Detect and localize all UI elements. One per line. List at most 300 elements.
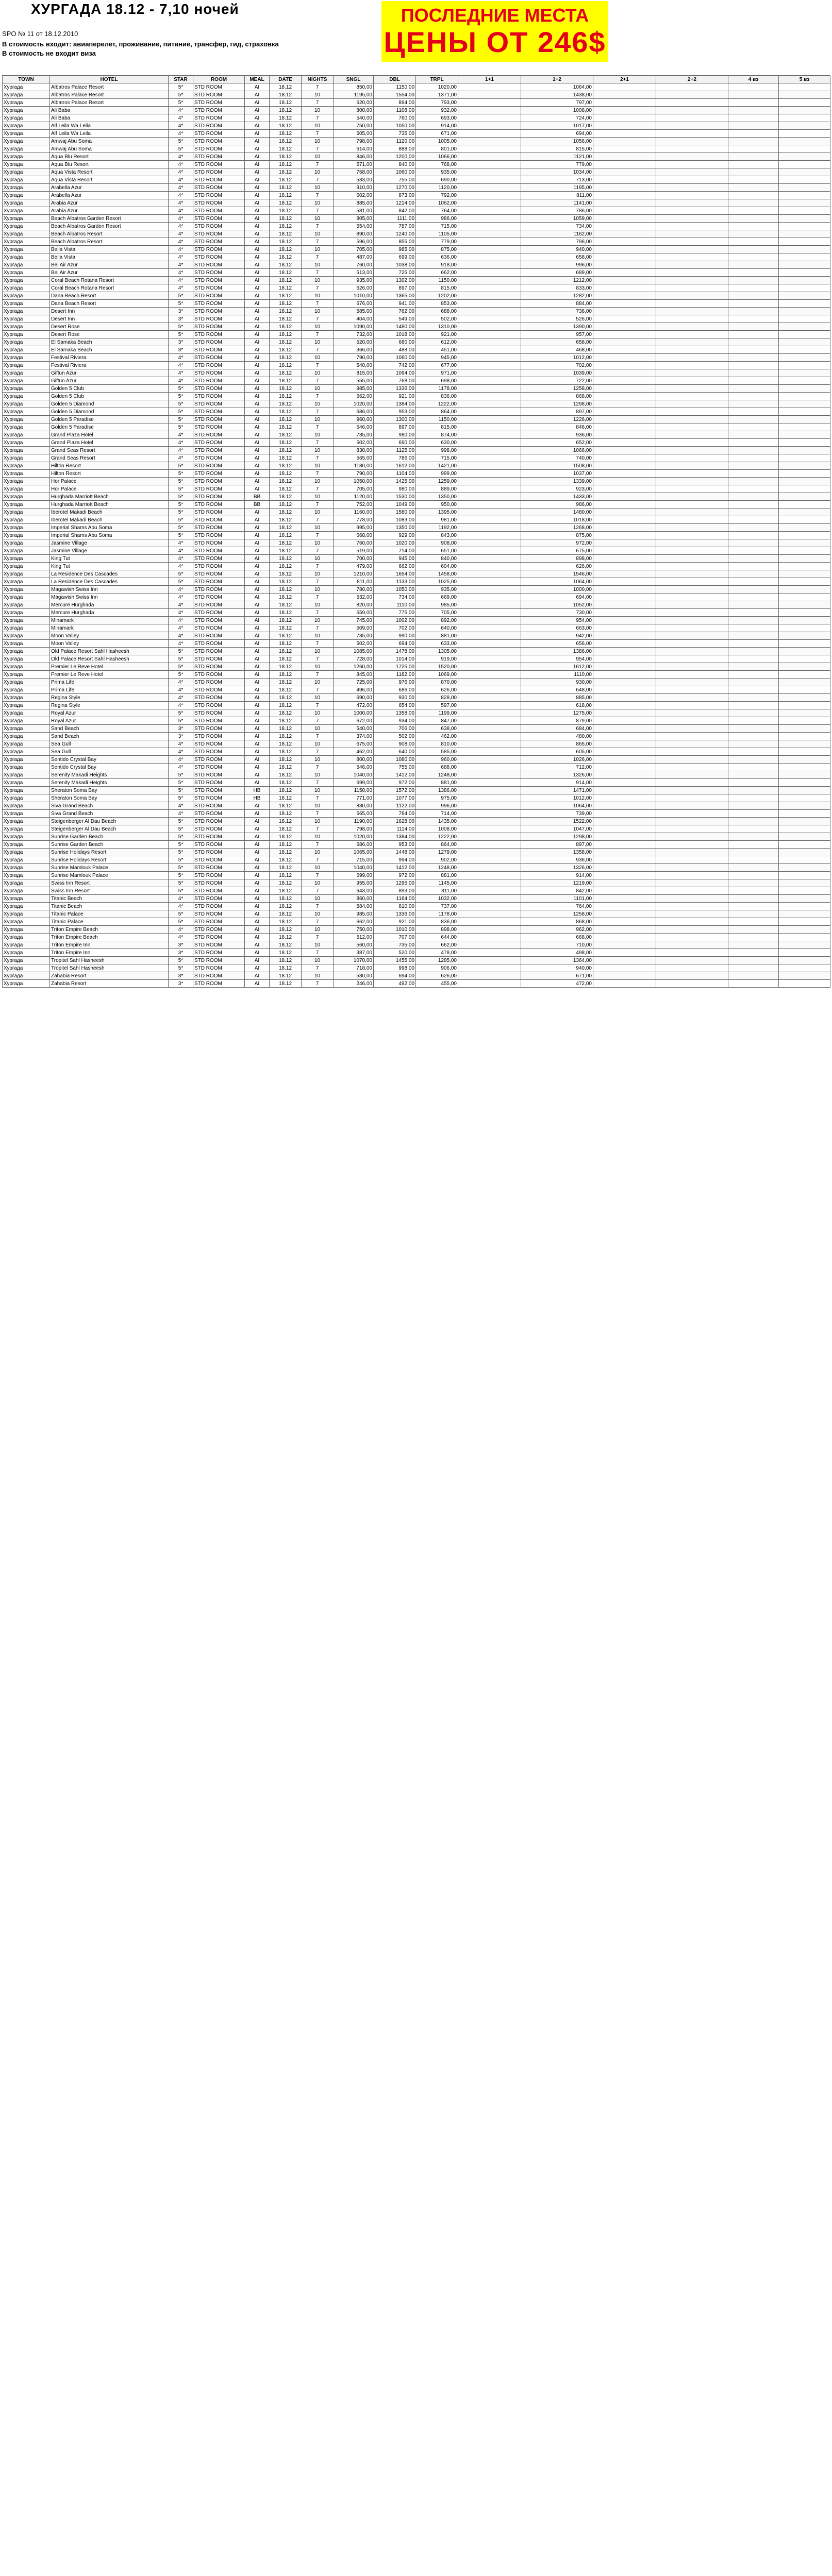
table-cell: 957,00 bbox=[521, 331, 593, 338]
table-cell: 671,00 bbox=[416, 130, 458, 138]
table-cell: AI bbox=[245, 547, 270, 555]
table-cell: 1162,00 bbox=[521, 230, 593, 238]
table-cell: 1339,00 bbox=[521, 478, 593, 485]
table-cell bbox=[779, 702, 830, 709]
table-cell: 725,00 bbox=[374, 269, 416, 277]
table-row bbox=[3, 385, 830, 393]
table-cell: STD ROOM bbox=[193, 934, 245, 941]
table-cell: 5* bbox=[169, 864, 193, 872]
table-cell bbox=[728, 423, 779, 431]
table-cell: 644,00 bbox=[416, 934, 458, 941]
table-cell: 1522,00 bbox=[521, 818, 593, 825]
table-cell bbox=[458, 964, 521, 972]
table-cell: 830,00 bbox=[334, 802, 374, 810]
table-cell bbox=[593, 153, 656, 161]
table-cell: AI bbox=[245, 246, 270, 253]
table-cell: 960,00 bbox=[334, 416, 374, 423]
table-cell: AI bbox=[245, 83, 270, 91]
table-cell: 4* bbox=[169, 686, 193, 694]
table-cell: AI bbox=[245, 594, 270, 601]
table-cell bbox=[656, 879, 728, 887]
table-cell: 1064,00 bbox=[521, 83, 593, 91]
table-row bbox=[3, 346, 830, 354]
table-cell: 10 bbox=[302, 168, 334, 176]
table-cell: 1520,00 bbox=[416, 663, 458, 671]
table-cell: 10 bbox=[302, 184, 334, 192]
table-cell: AI bbox=[245, 509, 270, 516]
table-cell: 7 bbox=[302, 872, 334, 879]
table-cell bbox=[593, 764, 656, 771]
table-cell: 10 bbox=[302, 277, 334, 284]
table-cell bbox=[656, 114, 728, 122]
table-cell: STD ROOM bbox=[193, 717, 245, 725]
table-cell: 612,00 bbox=[416, 338, 458, 346]
table-cell bbox=[458, 393, 521, 400]
table-row bbox=[3, 509, 830, 516]
table-cell: 18.12 bbox=[270, 702, 302, 709]
table-cell: AI bbox=[245, 748, 270, 756]
table-cell bbox=[779, 964, 830, 972]
table-cell: STD ROOM bbox=[193, 949, 245, 957]
table-cell bbox=[779, 261, 830, 269]
table-cell: STD ROOM bbox=[193, 207, 245, 215]
table-cell: AI bbox=[245, 315, 270, 323]
table-cell: Хургада bbox=[3, 849, 50, 856]
table-cell: 7 bbox=[302, 887, 334, 895]
table-cell bbox=[458, 161, 521, 168]
table-cell: STD ROOM bbox=[193, 439, 245, 447]
table-cell: 897,00 bbox=[374, 423, 416, 431]
table-cell: 10 bbox=[302, 199, 334, 207]
table-cell: 5* bbox=[169, 818, 193, 825]
table-cell bbox=[728, 764, 779, 771]
table-cell bbox=[728, 246, 779, 253]
table-cell bbox=[779, 671, 830, 679]
table-cell: 5* bbox=[169, 509, 193, 516]
table-cell: AI bbox=[245, 153, 270, 161]
table-cell: 1298,00 bbox=[521, 400, 593, 408]
table-cell: 778,00 bbox=[334, 516, 374, 524]
table-cell bbox=[458, 694, 521, 702]
table-cell: Beach Albatros Resort bbox=[50, 230, 169, 238]
table-cell: 868,00 bbox=[521, 918, 593, 926]
table-cell: 4* bbox=[169, 702, 193, 709]
table-cell: 800,00 bbox=[334, 107, 374, 114]
table-cell bbox=[779, 362, 830, 369]
table-cell bbox=[779, 570, 830, 578]
column-header: NIGHTS bbox=[302, 76, 334, 83]
table-cell: Magawish Swiss Inn bbox=[50, 586, 169, 594]
table-cell: STD ROOM bbox=[193, 470, 245, 478]
table-row bbox=[3, 740, 830, 748]
table-cell: AI bbox=[245, 717, 270, 725]
table-cell bbox=[656, 648, 728, 655]
table-cell: 1090,00 bbox=[334, 323, 374, 331]
table-cell bbox=[458, 864, 521, 872]
table-cell bbox=[593, 138, 656, 145]
table-cell: Хургада bbox=[3, 887, 50, 895]
table-cell bbox=[779, 725, 830, 733]
table-cell: 690,00 bbox=[416, 176, 458, 184]
table-cell: AI bbox=[245, 849, 270, 856]
table-cell bbox=[656, 717, 728, 725]
table-cell: 1222,00 bbox=[416, 400, 458, 408]
table-cell: 668,00 bbox=[521, 934, 593, 941]
table-cell: 18.12 bbox=[270, 83, 302, 91]
table-cell bbox=[656, 300, 728, 308]
table-cell: 676,00 bbox=[334, 300, 374, 308]
table-cell: 10 bbox=[302, 725, 334, 733]
table-cell bbox=[593, 485, 656, 493]
table-cell: Хургада bbox=[3, 949, 50, 957]
table-cell: 18.12 bbox=[270, 462, 302, 470]
table-cell: 479,00 bbox=[334, 563, 374, 570]
table-cell: AI bbox=[245, 771, 270, 779]
table-cell: 914,00 bbox=[416, 122, 458, 130]
table-cell: 1020,00 bbox=[416, 83, 458, 91]
table-cell: 18.12 bbox=[270, 895, 302, 903]
table-cell bbox=[656, 478, 728, 485]
table-cell bbox=[728, 918, 779, 926]
table-cell: 1110,00 bbox=[521, 671, 593, 679]
table-cell bbox=[458, 369, 521, 377]
table-cell: 1190,00 bbox=[334, 818, 374, 825]
table-cell: STD ROOM bbox=[193, 331, 245, 338]
table-cell bbox=[458, 825, 521, 833]
table-cell: AI bbox=[245, 941, 270, 949]
table-cell: Хургада bbox=[3, 253, 50, 261]
table-cell: 810,00 bbox=[416, 740, 458, 748]
table-cell bbox=[779, 594, 830, 601]
table-cell: 1282,00 bbox=[521, 292, 593, 300]
table-cell: 4* bbox=[169, 354, 193, 362]
table-cell: 10 bbox=[302, 385, 334, 393]
table-cell bbox=[779, 470, 830, 478]
table-cell: 549,00 bbox=[374, 315, 416, 323]
table-cell bbox=[656, 771, 728, 779]
table-cell: 7 bbox=[302, 192, 334, 199]
table-cell: Хургада bbox=[3, 485, 50, 493]
table-cell: Хургада bbox=[3, 524, 50, 532]
table-cell bbox=[593, 400, 656, 408]
table-cell: 3* bbox=[169, 972, 193, 980]
table-cell: Golden 5 Club bbox=[50, 385, 169, 393]
table-row bbox=[3, 338, 830, 346]
table-cell: 705,00 bbox=[416, 609, 458, 617]
table-cell: STD ROOM bbox=[193, 895, 245, 903]
table-cell: 4* bbox=[169, 617, 193, 624]
table-cell: 5* bbox=[169, 323, 193, 331]
table-cell: 502,00 bbox=[374, 733, 416, 740]
table-cell: 5* bbox=[169, 918, 193, 926]
table-cell bbox=[779, 354, 830, 362]
table-cell bbox=[728, 83, 779, 91]
table-cell bbox=[656, 640, 728, 648]
table-cell: 815,00 bbox=[521, 145, 593, 153]
table-cell: 705,00 bbox=[334, 246, 374, 253]
table-cell: 18.12 bbox=[270, 408, 302, 416]
table-cell bbox=[779, 83, 830, 91]
table-cell: Giftun Azur bbox=[50, 369, 169, 377]
table-cell: STD ROOM bbox=[193, 377, 245, 385]
table-cell bbox=[458, 362, 521, 369]
table-cell bbox=[728, 794, 779, 802]
table-cell bbox=[779, 315, 830, 323]
table-cell: 1425,00 bbox=[374, 478, 416, 485]
table-cell bbox=[779, 308, 830, 315]
table-cell: 873,00 bbox=[374, 192, 416, 199]
table-cell bbox=[458, 733, 521, 740]
table-cell bbox=[728, 980, 779, 988]
table-cell: 4* bbox=[169, 277, 193, 284]
table-cell bbox=[593, 145, 656, 153]
table-cell bbox=[728, 655, 779, 663]
table-cell bbox=[656, 957, 728, 964]
table-cell bbox=[728, 408, 779, 416]
table-cell: STD ROOM bbox=[193, 478, 245, 485]
table-cell: STD ROOM bbox=[193, 223, 245, 230]
table-row bbox=[3, 447, 830, 454]
table-cell: Хургада bbox=[3, 91, 50, 99]
table-cell: Хургада bbox=[3, 756, 50, 764]
table-cell: Хургада bbox=[3, 509, 50, 516]
table-cell: STD ROOM bbox=[193, 864, 245, 872]
table-cell: 897,00 bbox=[521, 408, 593, 416]
table-cell bbox=[779, 199, 830, 207]
table-cell: Хургада bbox=[3, 686, 50, 694]
column-header: MEAL bbox=[245, 76, 270, 83]
table-cell bbox=[779, 462, 830, 470]
table-cell: STD ROOM bbox=[193, 277, 245, 284]
table-cell: Хургада bbox=[3, 957, 50, 964]
table-cell bbox=[593, 493, 656, 501]
table-cell bbox=[656, 199, 728, 207]
table-cell: 10 bbox=[302, 787, 334, 794]
table-cell: 7 bbox=[302, 470, 334, 478]
table-cell bbox=[656, 910, 728, 918]
table-cell bbox=[779, 849, 830, 856]
table-cell bbox=[656, 578, 728, 586]
table-cell: 842,00 bbox=[521, 887, 593, 895]
table-cell bbox=[779, 609, 830, 617]
table-row bbox=[3, 617, 830, 624]
table-cell bbox=[458, 377, 521, 385]
table-cell: 7 bbox=[302, 99, 334, 107]
table-cell bbox=[593, 315, 656, 323]
table-row bbox=[3, 207, 830, 215]
table-cell: 18.12 bbox=[270, 269, 302, 277]
table-cell: Хургада bbox=[3, 941, 50, 949]
table-cell: STD ROOM bbox=[193, 787, 245, 794]
table-cell bbox=[728, 462, 779, 470]
table-cell: AI bbox=[245, 145, 270, 153]
table-row bbox=[3, 539, 830, 547]
table-cell: Alf Leila Wa Leila bbox=[50, 130, 169, 138]
table-cell: 914,00 bbox=[521, 779, 593, 787]
table-cell bbox=[593, 872, 656, 879]
table-cell bbox=[728, 802, 779, 810]
table-cell: 1270,00 bbox=[374, 184, 416, 192]
table-cell: 853,00 bbox=[416, 300, 458, 308]
table-cell: Sunrise Holidays Resort bbox=[50, 849, 169, 856]
table-cell bbox=[593, 733, 656, 740]
table-cell: 1083,00 bbox=[374, 516, 416, 524]
table-cell: STD ROOM bbox=[193, 393, 245, 400]
table-cell: 1433,00 bbox=[521, 493, 593, 501]
table-cell: 18.12 bbox=[270, 709, 302, 717]
table-cell bbox=[656, 671, 728, 679]
table-row bbox=[3, 408, 830, 416]
table-cell: 596,00 bbox=[334, 238, 374, 246]
table-cell: 18.12 bbox=[270, 114, 302, 122]
table-cell: 1000,00 bbox=[521, 586, 593, 594]
table-cell bbox=[656, 856, 728, 864]
table-cell: 4* bbox=[169, 586, 193, 594]
table-cell: 5* bbox=[169, 856, 193, 864]
table-cell: STD ROOM bbox=[193, 431, 245, 439]
table-cell: 4* bbox=[169, 934, 193, 941]
table-cell bbox=[593, 385, 656, 393]
table-cell: Desert Inn bbox=[50, 315, 169, 323]
table-cell: 686,00 bbox=[334, 841, 374, 849]
table-row bbox=[3, 369, 830, 377]
table-cell bbox=[779, 756, 830, 764]
table-cell: 18.12 bbox=[270, 331, 302, 338]
table-cell: 779,00 bbox=[416, 238, 458, 246]
table-row bbox=[3, 594, 830, 601]
table-cell: AI bbox=[245, 416, 270, 423]
table-cell bbox=[458, 292, 521, 300]
table-cell: STD ROOM bbox=[193, 702, 245, 709]
table-cell bbox=[728, 879, 779, 887]
table-cell: 864,00 bbox=[416, 408, 458, 416]
table-cell: 5* bbox=[169, 462, 193, 470]
table-cell bbox=[656, 570, 728, 578]
table-cell: AI bbox=[245, 918, 270, 926]
table-cell: 7 bbox=[302, 516, 334, 524]
table-cell: STD ROOM bbox=[193, 493, 245, 501]
table-cell: STD ROOM bbox=[193, 176, 245, 184]
table-cell: 581,00 bbox=[334, 207, 374, 215]
table-cell: 960,00 bbox=[416, 756, 458, 764]
table-cell: 10 bbox=[302, 539, 334, 547]
table-cell: 18.12 bbox=[270, 238, 302, 246]
table-cell: 1554,00 bbox=[374, 91, 416, 99]
table-cell: 1384,00 bbox=[374, 833, 416, 841]
table-cell: 555,00 bbox=[334, 377, 374, 385]
table-cell bbox=[779, 663, 830, 671]
table-cell bbox=[779, 207, 830, 215]
table-cell bbox=[593, 617, 656, 624]
table-cell: 3* bbox=[169, 941, 193, 949]
table-cell: Хургада bbox=[3, 879, 50, 887]
table-cell: STD ROOM bbox=[193, 114, 245, 122]
table-cell: 4* bbox=[169, 632, 193, 640]
table-cell bbox=[779, 145, 830, 153]
table-cell: STD ROOM bbox=[193, 926, 245, 934]
price-table bbox=[2, 75, 830, 988]
table-cell bbox=[458, 617, 521, 624]
table-row bbox=[3, 161, 830, 168]
table-cell: 5* bbox=[169, 648, 193, 655]
table-cell: 1192,00 bbox=[416, 524, 458, 532]
table-cell: AI bbox=[245, 825, 270, 833]
table-cell: 4* bbox=[169, 756, 193, 764]
table-cell: Sentido Crystal Bay bbox=[50, 764, 169, 771]
table-cell: Хургада bbox=[3, 470, 50, 478]
table-cell: 7 bbox=[302, 454, 334, 462]
table-cell: Хургада bbox=[3, 408, 50, 416]
table-cell: 18.12 bbox=[270, 130, 302, 138]
table-cell: 1612,00 bbox=[521, 663, 593, 671]
table-cell bbox=[593, 369, 656, 377]
table-cell bbox=[728, 145, 779, 153]
table-cell: 713,00 bbox=[521, 176, 593, 184]
table-cell bbox=[779, 215, 830, 223]
table-cell: 994,00 bbox=[374, 856, 416, 864]
column-header: TRPL bbox=[416, 76, 458, 83]
table-cell: 694,00 bbox=[521, 594, 593, 601]
table-cell: 1121,00 bbox=[521, 153, 593, 161]
table-cell bbox=[593, 462, 656, 470]
table-cell bbox=[458, 655, 521, 663]
table-cell: 18.12 bbox=[270, 964, 302, 972]
table-cell: 4* bbox=[169, 269, 193, 277]
table-cell: 1725,00 bbox=[374, 663, 416, 671]
table-cell bbox=[779, 524, 830, 532]
table-cell: AI bbox=[245, 470, 270, 478]
table-cell bbox=[728, 416, 779, 423]
table-cell bbox=[656, 686, 728, 694]
table-cell: 1064,00 bbox=[521, 802, 593, 810]
table-cell: STD ROOM bbox=[193, 292, 245, 300]
table-cell: 10 bbox=[302, 416, 334, 423]
table-cell: 1150,00 bbox=[416, 416, 458, 423]
table-cell: Хургада bbox=[3, 207, 50, 215]
table-cell: 881,00 bbox=[416, 872, 458, 879]
table-row bbox=[3, 879, 830, 887]
table-cell bbox=[458, 794, 521, 802]
table-cell bbox=[656, 284, 728, 292]
table-cell: 846,00 bbox=[521, 423, 593, 431]
table-cell bbox=[656, 207, 728, 215]
table-cell bbox=[656, 833, 728, 841]
table-cell: AI bbox=[245, 308, 270, 315]
table-cell: 10 bbox=[302, 709, 334, 717]
table-cell: 1025,00 bbox=[416, 578, 458, 586]
table-cell: Хургада bbox=[3, 447, 50, 454]
table-cell: 18.12 bbox=[270, 470, 302, 478]
table-cell: 742,00 bbox=[374, 362, 416, 369]
table-cell: Хургада bbox=[3, 547, 50, 555]
table-cell bbox=[779, 563, 830, 570]
table-row bbox=[3, 107, 830, 114]
table-cell bbox=[779, 447, 830, 454]
table-cell: 18.12 bbox=[270, 655, 302, 663]
table-cell bbox=[728, 833, 779, 841]
table-cell: 699,00 bbox=[374, 253, 416, 261]
table-cell bbox=[656, 331, 728, 338]
table-cell: 940,00 bbox=[521, 964, 593, 972]
table-cell: 718,00 bbox=[334, 964, 374, 972]
table-row bbox=[3, 764, 830, 771]
table-row bbox=[3, 872, 830, 879]
table-cell: 894,00 bbox=[374, 99, 416, 107]
table-cell bbox=[728, 122, 779, 130]
table-row bbox=[3, 122, 830, 130]
table-cell: STD ROOM bbox=[193, 547, 245, 555]
table-cell: Prima Life bbox=[50, 686, 169, 694]
